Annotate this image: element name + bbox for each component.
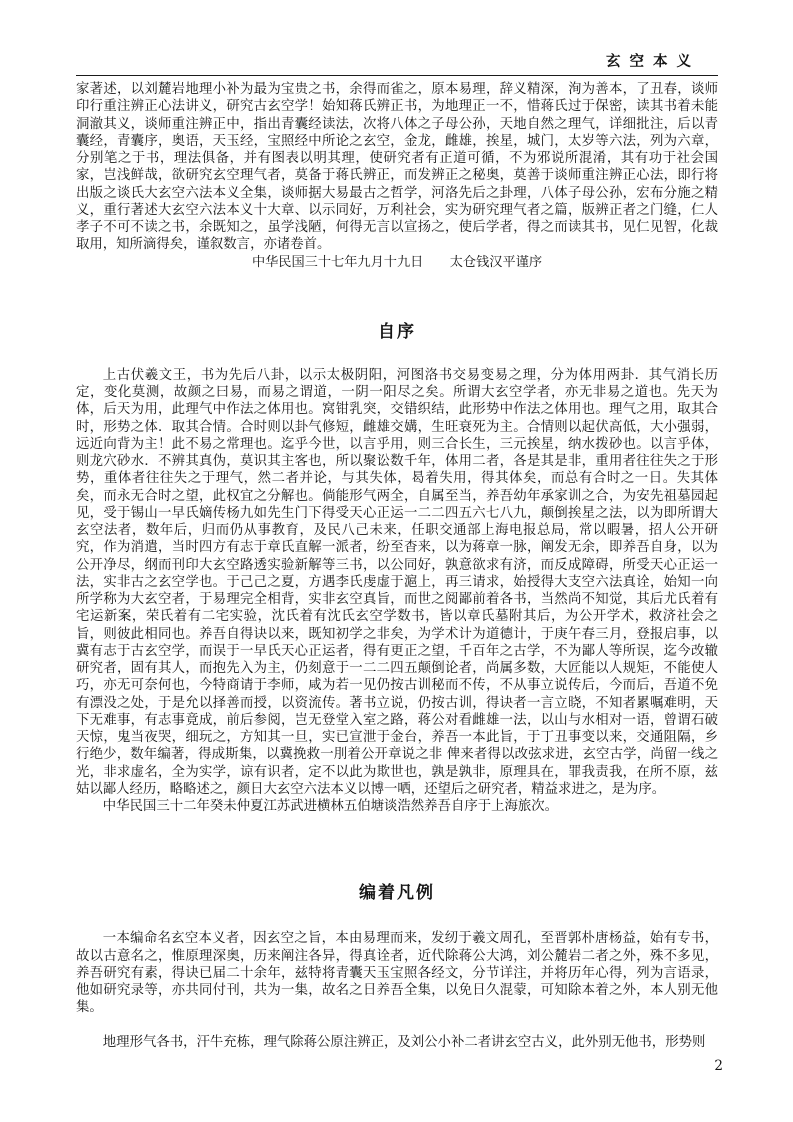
page-header-title: 玄空本义 — [606, 53, 700, 70]
opening-paragraph: 家著述，以刘麓岩地理小补为最为宝贵之书，余得而雀之，原本易理，辞义精深，洵为善本，了丑春，谈师印行重注辨正心法讲义，研究古玄空学！始知蒋氏辨正书，为地理正一不，惜蒋氏过于保密，读其书着未能洞澈其义，谈师重注辨正中，指出青囊经读法，次将八体之子母公孙，天地自然之理气，详细批注，后以青囊经，青囊序，奥语，天玉经，宝照经中所论之玄空，金龙，雌雄，挨星，城门，太岁等六法，列为六章，分别笔之于书，理法俱备，并有图表以明其理，使研究者有正道可循，不为邪说所混淆，其有功于社会国家，岂浅鲜哉，欲研究玄空理气者，莫备于蒋氏辨正，而发辨正之秘奥，莫善于谈师重注辨正心法，即行将出版之谈氏大玄空六法本义全集，谈师据大易最古之哲学，河洛先后之卦理，八体子母公孙，宏布分施之精义，重行著述大玄空六法本义十大章、以示同好，万利社会，实为研究理气者之篇，版辨正者之门缝，仁人孝子不可不读之书，余既知之，虽学浅陋，何得无言以宣扬之，使后学者，得之而读其书，见仁见智，化裁取用，知所滴得矣，谨叙数言，亦诸卷首。 — [76, 82, 718, 253]
intro-signature-line: 中华民国三十七年九月十九日 太仓钱汉平谨序 — [251, 254, 543, 270]
preface-signature-line: 中华民国三十二年癸未仲夏江苏武进横林五伯塘谈浩然养吾自序于上海旅次。 — [102, 799, 559, 814]
page-content — [76, 0, 718, 1051]
editorial-notes-paragraph-1: 一本编命名玄空本义者，因玄空之旨，本由易理而来，发纫于羲文周孔，至晋郭朴唐杨益，始有专书，故以古意名之，惟原理深奥，历来阐注各异，得真诠者，近代除蒋公大鸿，刘公麓岩二者之外，殊不多见，养吾研究有素，得诀已届二十余年，兹特将青囊天玉宝照各经文，分节详注，并将历年心得，列为言语录，他如研究录等，亦共同付刊，共为一集，故名之日养吾全集，以免日久混蒙，可知除本着之外，本人别无他集。 — [76, 931, 718, 1016]
editorial-notes-heading: 编着凡例 — [359, 883, 435, 904]
preface-heading: 自序 — [378, 321, 416, 342]
page-number: 2 — [714, 1058, 723, 1074]
preface-paragraph: 上古伏羲文王，书为先后八卦，以示太极阴阳，河图洛书交易变易之理，分为体用两卦．其气消长历定，变化莫测，故颜之曰易，而易之谓道，一阴一阳尽之矣。所谓大玄空学者，亦无非易之道也。先天为体，后天为用，此理气中作法之体用也。窝钳乳突，交错织结，此形势中作法之体用也。理气之用，取其合时，形势之体．取其合情。合时则以卦气修短，雌雄交媾，生旺衰死为主。合情则以起伏高低，大小强弱，远近向背为主！此不易之常理也。迄乎今世，以言乎用，则三合长生，三元挨星，纳水拨砂也。以言乎体，则龙穴砂水．不辨其真伪，莫识其主客也，所以聚讼数千年，体用二者，各是其是非，重用者往往失之于形势，重体者往往失之于理气，然二者并论，与其失体，曷着失用，得其体矣，而总有合时之一日。失其体矣，而永无合时之望，此权宜之分解也。倘能形气两全，自属至当，养吾幼年承家训之合，为安先祖墓园起见，受于锡山一早氏嫡传杨九如先生门下得受天心正运一二二四五六七八九，颠倒挨星之法，以为即所谓大玄空法者，数年后，归而仍从事教育，及民八己未来，任职交通部上海电报总局，常以暇暑，招人公开研究，作为消遣，当时四方有志于章氏直解一派者，纷至杳来，以为蒋章一脉，阐发无余，即养吾自身，以为公开净尽，纲而刊印大玄空路透实验新解等三书，以公同好，孰意欲求有济，而反成障碍，所受天心正运一法，实非古之玄空学也。于己己之夏，方遇李氏虔虚于滬上，再三请求，始授得大支空六法真诠，始知一向所学称为大玄空者，于易理完全相背，实非玄空真旨，而世之阅鄙前着各书，当然尚不知觉，其后尤氏着有宅运新案，荣氏着有二宅实验，沈氏着有沈氏玄空学数书，皆以章氏墓附其后，为公开学术，救济社会之旨，则彼此相同也。养吾自得诀以来，既知初学之非矣，为学术计为道德计，于庚午春三月，登报启事，以冀有志于古玄空学，而误于一早氏天心正运者，得有更正之望，千百年之古学，不为鄙人等所误，迄今改辙研究者，固有其人，而抱先入为主，仍刻意于一二二四五颠倒论者，尚属多数，大匠能以人规矩，不能使人巧，亦无可奈何也，今特商请于李师，咸为若一见仍按古训秘而不传，不从事立说传后，今而后，吾道不免有漂没之处，于是允以择善而授，以资流传。著书立说，仍按古训，得诀者一言立晓，不知者累嘱难明，天下无难事，有志事竟成，前后参阅，岂无登堂入室之路，蒋公对看雌雄一法，以山与水相对一语，曾谓石破天惊，鬼当夜哭，细玩之，方知其一旦，实已宣泄于金台，养吾一本此旨，于丁丑事变以来，交通阻隔，乡行绝少，数年编著，得成斯集，以冀挽救一刖着公开章说之非 俾来者得以改弦求进，玄空古学，尚留一线之光，非求虚名，全为实学，谅有识者，定不以此为欺世也，孰是孰非，原理具在，罪我责我，在所不原，兹姑以鄙人经历，略略述之，颜日大玄空六法本义以博一哂，还望后之研究者，精益求进之，是为序。 — [76, 367, 718, 797]
page-header — [76, 0, 718, 76]
editorial-notes-paragraph-2: 地理形气各书，汗牛充栋，理气除蒋公原注辨正，及刘公小补二者讲玄空古义，此外别无他书，形势则 — [102, 1034, 706, 1050]
